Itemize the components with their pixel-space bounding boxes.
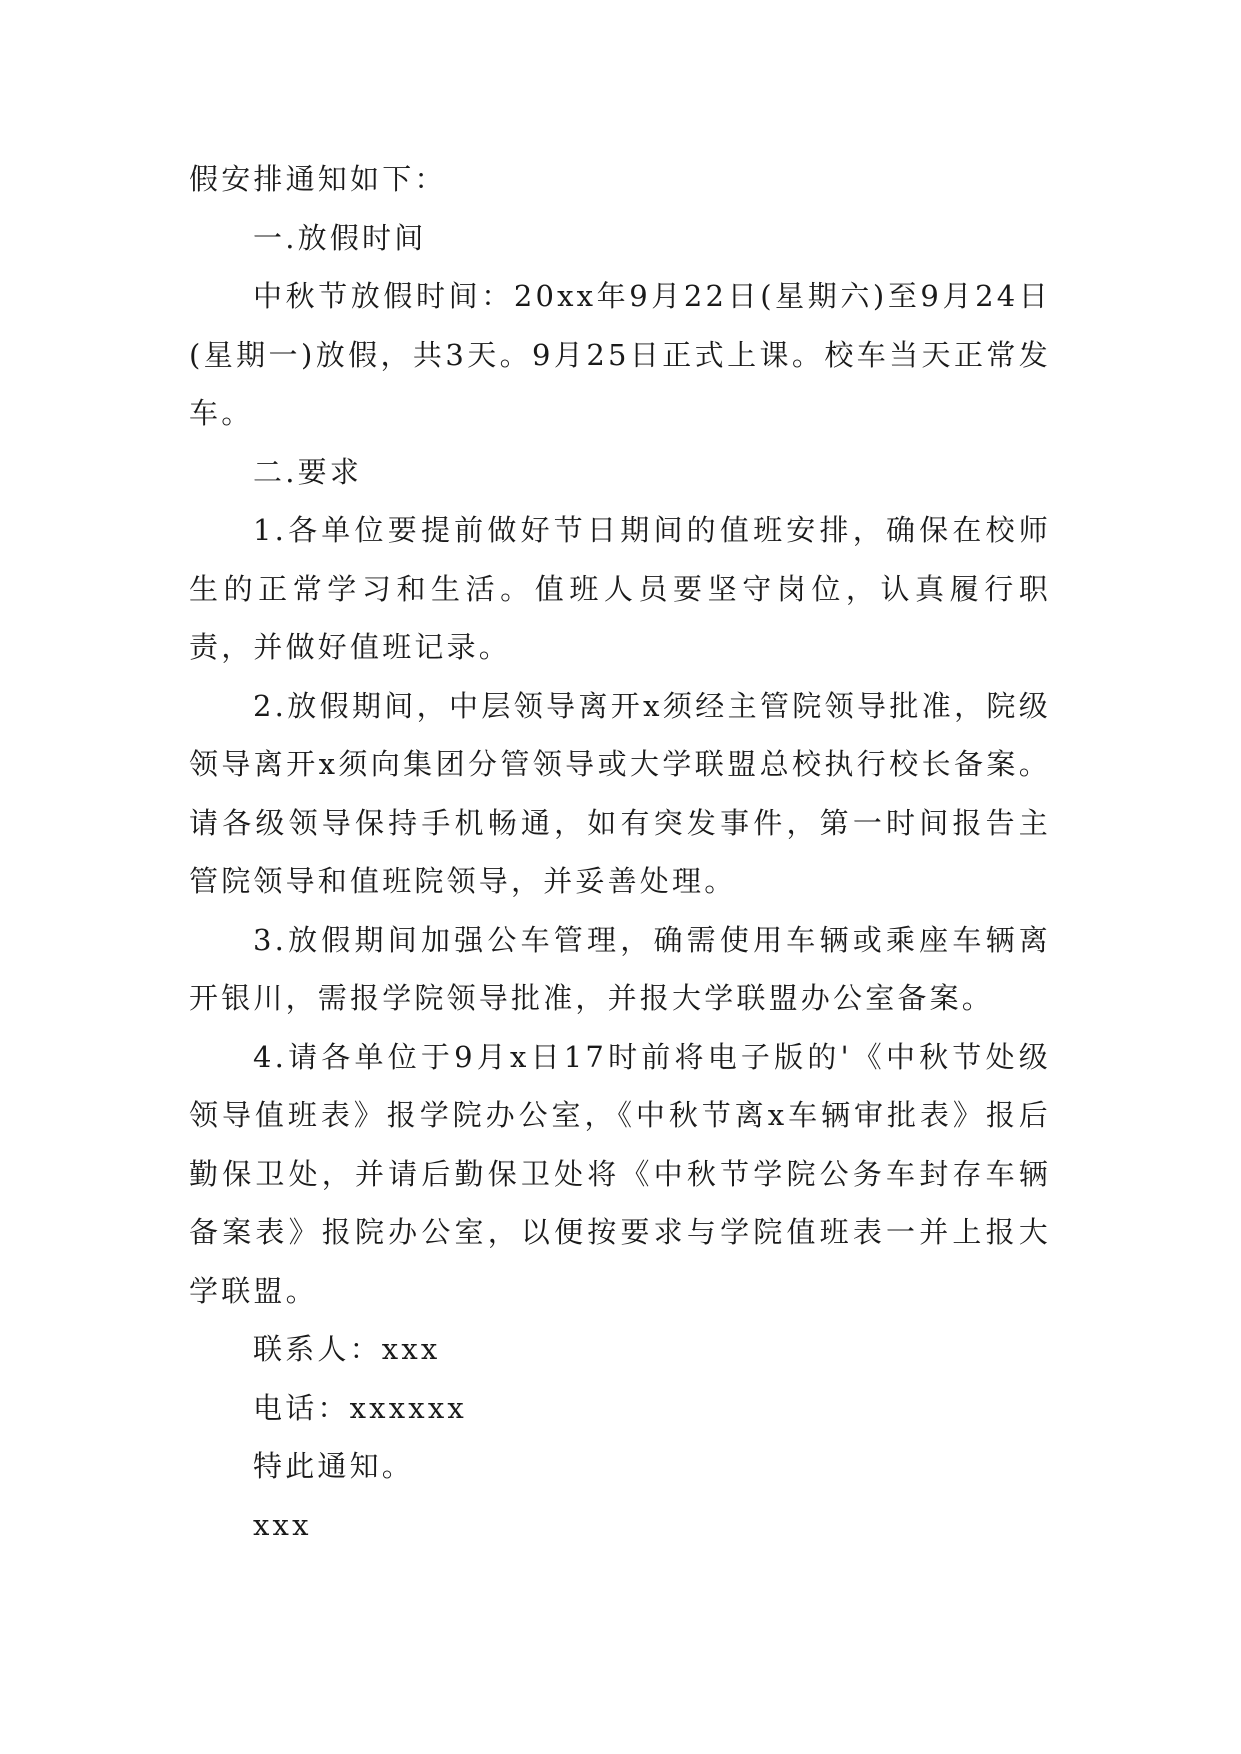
signature: xxx <box>253 1507 312 1542</box>
contact-person: 联系人：xxx <box>253 1332 441 1366</box>
section-heading-requirements: 二.要求 <box>253 454 363 489</box>
requirement-item-3: 3.放假期间加强公车管理，确需使用车辆或乘座车辆离开银川，需报学院领导批准，并报大学联盟办公室备案。 <box>189 922 1051 1015</box>
intro-line: 假安排通知如下： <box>189 162 447 196</box>
holiday-time-paragraph: 中秋节放假时间：20xx年9月22日(星期六)至9月24日(星期一)放假，共3天。9月25日正式上课。校车当天正常发车。 <box>189 279 1051 430</box>
contact-phone: 电话：xxxxxx <box>253 1390 467 1425</box>
document-body <box>189 150 1051 1554</box>
closing-notice: 特此通知。 <box>253 1449 415 1483</box>
requirement-item-4: 4.请各单位于9月x日17时前将电子版的'《中秋节处级领导值班表》报学院办公室，《中秋节离x车辆审批表》报后勤保卫处，并请后勤保卫处将《中秋节学院公务车封存车辆备案表》报院办公室，以便按要求与学院值班表一并上报大学联盟。 <box>189 1039 1051 1308</box>
requirement-item-2: 2.放假期间，中层领导离开x须经主管院领导批准，院级领导离开x须向集团分管领导或大学联盟总校执行校长备案。请各级领导保持手机畅通，如有突发事件，第一时间报告主管院领导和值班院领导，并妥善处理。 <box>189 688 1051 898</box>
requirement-item-1: 1.各单位要提前做好节日期间的值班安排，确保在校师生的正常学习和生活。值班人员要坚守岗位，认真履行职责，并做好值班记录。 <box>189 513 1051 664</box>
section-heading-holiday-time: 一.放假时间 <box>253 220 427 255</box>
